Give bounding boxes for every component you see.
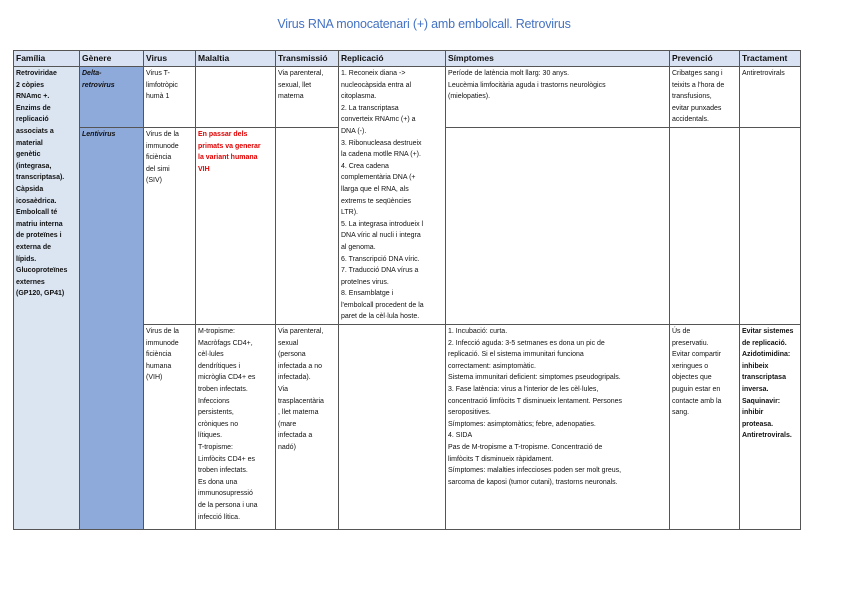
cell-line: primats va generar	[198, 142, 261, 150]
cell-line: (SIV)	[146, 177, 162, 185]
cell-line: objectes que	[672, 374, 712, 382]
cell-line: Saquinavir:	[742, 397, 781, 405]
cell-line: Lentivirus	[82, 130, 116, 138]
cell-line: del simi	[146, 165, 170, 173]
cell-transmissio-vih	[276, 325, 339, 530]
cell-line: icosaèdrica.	[16, 197, 57, 205]
cell-line: RNAmc +.	[16, 93, 50, 101]
cell-line: (VIH)	[146, 374, 163, 382]
cell-line: trasplacentària	[278, 397, 324, 405]
cell-line: 1. Reconeix diana ->	[341, 70, 406, 77]
cell-line: sarcoma de kaposi (tumor cutani), trastorns neuronals.	[448, 478, 618, 486]
cell-line: Símptomes: malalties infeccioses poden ser molt greus,	[448, 467, 622, 475]
cell-line: Via parenteral,	[278, 70, 324, 77]
cell-line: complementària DNA (+	[341, 174, 416, 182]
cell-malaltia-vih	[196, 325, 276, 530]
cell-line: transcriptasa	[742, 374, 786, 382]
cell-line: concentració limfòcits T disminueix lentament. Persones	[448, 397, 623, 405]
table-row	[14, 67, 801, 128]
cell-line: cròniques no	[198, 420, 239, 428]
cell-line: Virus T-	[146, 70, 170, 77]
header-genere: Gènere	[80, 51, 144, 67]
header-familia: Família	[14, 51, 80, 67]
cell-line: DNA (-).	[341, 127, 367, 135]
cell-line: 2. Infecció aguda: 3-5 setmanes es dona un pic de	[448, 339, 605, 347]
header-transmissio: Transmissió	[276, 51, 339, 67]
cell-line: 4. Crea cadena	[341, 162, 389, 170]
cell-line: materna	[278, 93, 304, 101]
cell-line: Retroviridae	[16, 70, 57, 77]
cell-line: Evitar compartir	[672, 351, 722, 359]
cell-line: 1. Incubació: curta.	[448, 328, 508, 336]
cell-line: genètic	[16, 151, 41, 159]
cell-line: Macròfags CD4+,	[198, 339, 253, 347]
header-malaltia: Malaltia	[196, 51, 276, 67]
cell-line: infectada a	[278, 432, 313, 440]
cell-line: proteïnes virus.	[341, 278, 389, 286]
cell-line: evitar punxades	[672, 104, 722, 112]
header-row	[14, 51, 801, 67]
cell-genere-lentivirus	[80, 127, 144, 529]
cell-line: sexual	[278, 339, 299, 347]
cell-line: paret de la cèl·lula hoste.	[341, 313, 420, 321]
cell-familia	[14, 67, 80, 530]
header-simptomes: Símptomes	[446, 51, 670, 67]
cell-line: associats a	[16, 127, 54, 135]
cell-line: troben infectats.	[198, 467, 248, 475]
cell-line: Virus de la	[146, 328, 179, 336]
cell-line: Glucoproteïnes	[16, 267, 68, 275]
cell-line: Evitar sistemes	[742, 328, 794, 336]
cell-line: (GP120, GP41)	[16, 290, 65, 298]
cell-line: Període de latència molt llarg: 30 anys.	[448, 70, 570, 77]
cell-line: material	[16, 139, 43, 147]
cell-line: cèl·lules	[198, 351, 224, 359]
cell-genere-delta	[80, 67, 144, 128]
cell-line: inhibeix	[742, 362, 769, 370]
cell-line: inversa.	[742, 386, 769, 394]
cell-line: infecció lítica.	[198, 513, 241, 521]
cell-line: teixits a l'hora de	[672, 81, 725, 89]
cell-line: T-tropisme:	[198, 444, 234, 451]
cell-line: de proteïnes i	[16, 232, 62, 240]
page-title: Virus RNA monocatenari (+) amb embolcall. Retrovirus	[277, 17, 571, 31]
cell-line: lítiques.	[198, 432, 223, 440]
cell-line: (mare	[278, 420, 297, 428]
cell-line: limfòcits T disminueix ràpidament.	[448, 455, 554, 463]
cell-line: transfusions,	[672, 93, 712, 101]
cell-line: Símptomes: asimptomàtics; febre, adenopaties.	[448, 420, 596, 428]
cell-line: ficiència	[146, 154, 172, 162]
cell-line: externa de	[16, 243, 52, 251]
cell-line: externes	[16, 278, 45, 286]
cell-line: En passar dels	[198, 130, 248, 138]
cell-line: puguin estar en	[672, 386, 721, 394]
cell-line: preservatiu.	[672, 339, 709, 347]
cell-line: de la persona i una	[198, 501, 258, 509]
cell-line: immunode	[146, 142, 179, 150]
cell-line: Limfòcits CD4+ es	[198, 455, 255, 463]
header-prevencio: Prevenció	[670, 51, 740, 67]
cell-line: persistents,	[198, 409, 234, 417]
cell-line: inhibir	[742, 409, 764, 417]
cell-line: sexual, llet	[278, 81, 312, 89]
cell-line: ficiència	[146, 351, 172, 359]
cell-line: Cribatges sang i	[672, 70, 723, 77]
cell-line: correctament: asimptomàtic.	[448, 362, 536, 370]
cell-line: Antiretrovirals	[742, 70, 785, 77]
cell-line: lípids.	[16, 255, 37, 263]
cell-line: Enzims de	[16, 104, 51, 112]
cell-line: nadó)	[278, 444, 296, 451]
cell-prevencio-siv	[670, 127, 740, 324]
cell-line: 7. Traducció DNA vírus a	[341, 267, 419, 275]
cell-line: Virus de la	[146, 130, 179, 138]
cell-replicacio	[339, 67, 446, 325]
cell-prevencio-htlv	[670, 67, 740, 128]
cell-malaltia-siv	[196, 127, 276, 324]
cell-line: al genoma.	[341, 243, 376, 251]
cell-line: 4. SIDA	[448, 432, 473, 440]
cell-line: (mielopaties).	[448, 93, 491, 101]
cell-tractament-htlv	[740, 67, 801, 128]
cell-prevencio-vih	[670, 325, 740, 530]
cell-line: citoplasma.	[341, 93, 377, 101]
cell-line: Ús de	[672, 328, 691, 336]
cell-line: 2. La transcriptasa	[341, 104, 399, 112]
cell-replicacio-vih-empty	[339, 325, 446, 530]
cell-simptomes-htlv	[446, 67, 670, 128]
cell-line: M-tropisme:	[198, 328, 235, 336]
cell-line: replicació. Si el sistema immunitari funciona	[448, 351, 584, 359]
cell-virus-siv	[144, 127, 196, 324]
header-replicacio: Replicació	[339, 51, 446, 67]
cell-line: l'embolcall procedent de la	[341, 301, 424, 309]
cell-line: Infeccions	[198, 397, 230, 405]
cell-line: humà 1	[146, 93, 170, 101]
cell-line: Azidotimidina:	[742, 351, 791, 359]
header-tractament: Tractament	[740, 51, 801, 67]
cell-line: immunode	[146, 339, 179, 347]
cell-line: Embolcall té	[16, 209, 58, 217]
header-virus: Virus	[144, 51, 196, 67]
cell-line: micròglia CD4+ es	[198, 374, 256, 382]
cell-line: converteix RNAmc (+) a	[341, 116, 416, 124]
cell-line: DNA víric al nucli i integra	[341, 232, 421, 240]
cell-virus-vih	[144, 325, 196, 530]
cell-line: retrovirus	[82, 81, 115, 89]
cell-line: infectada).	[278, 374, 311, 382]
cell-line: Antiretrovirals.	[742, 432, 792, 440]
cell-line: 8. Ensamblatge i	[341, 290, 394, 298]
retrovirus-table	[13, 50, 801, 530]
cell-line: limfotròpic	[146, 81, 178, 89]
cell-line: matriu interna	[16, 220, 63, 228]
cell-line: la cadena motlle RNA (+).	[341, 151, 421, 159]
cell-line: Càpsida	[16, 185, 44, 193]
cell-line: seropositives.	[448, 409, 491, 417]
cell-line: Delta-	[82, 70, 102, 77]
cell-line: 2 còpies	[16, 81, 45, 89]
cell-line: Sistema immunitari deficient: simptomes pseudogripals.	[448, 374, 621, 382]
cell-line: , llet materna	[278, 409, 319, 417]
cell-line: 3. Fase latència: virus a l'interior de les cèl·lules,	[448, 386, 599, 394]
cell-tractament-vih	[740, 325, 801, 530]
cell-line: transcriptasa).	[16, 174, 65, 182]
cell-line: replicació	[16, 116, 49, 124]
cell-line: la variant humana	[198, 154, 258, 162]
cell-line: 6. Transcripció DNA víric.	[341, 255, 420, 263]
cell-line: 3. Ribonucleasa destrueix	[341, 139, 422, 147]
cell-line: (integrasa,	[16, 162, 52, 170]
cell-simptomes-siv	[446, 127, 670, 324]
cell-line: troben infectats.	[198, 386, 248, 394]
cell-malaltia-empty	[196, 67, 276, 128]
cell-transmissio-htlv	[276, 67, 339, 128]
cell-line: Via parenteral,	[278, 328, 324, 336]
cell-simptomes-vih	[446, 325, 670, 530]
cell-line: dendrítiques i	[198, 362, 241, 370]
cell-line: humana	[146, 362, 172, 370]
cell-line: infectada a no	[278, 362, 322, 370]
cell-line: immunosupressió	[198, 490, 253, 498]
cell-line: Via	[278, 386, 288, 394]
cell-line: nucleocàpsida entra al	[341, 81, 412, 89]
cell-line: llarga que el RNA, als	[341, 185, 409, 193]
cell-virus-htlv	[144, 67, 196, 128]
cell-line: LTR).	[341, 209, 358, 217]
cell-line: Es dona una	[198, 478, 238, 486]
cell-line: contacte amb la	[672, 397, 722, 405]
cell-line: sang.	[672, 409, 690, 417]
cell-line: (persona	[278, 351, 306, 359]
cell-transmissio-siv	[276, 127, 339, 324]
cell-tractament-siv	[740, 127, 801, 324]
cell-line: Leucèmia limfocitària aguda i trastorns neurològics	[448, 81, 606, 89]
cell-line: proteasa.	[742, 420, 774, 428]
cell-line: 5. La integrasa introdueix l	[341, 220, 424, 228]
cell-line: Pas de M-tropisme a T-tropisme. Concentració de	[448, 444, 603, 451]
cell-line: xeringues o	[672, 362, 709, 370]
cell-line: extrems te seqüències	[341, 197, 412, 205]
cell-line: accidentals.	[672, 116, 709, 124]
cell-line: VIH	[198, 165, 210, 173]
cell-line: de replicació.	[742, 339, 787, 347]
